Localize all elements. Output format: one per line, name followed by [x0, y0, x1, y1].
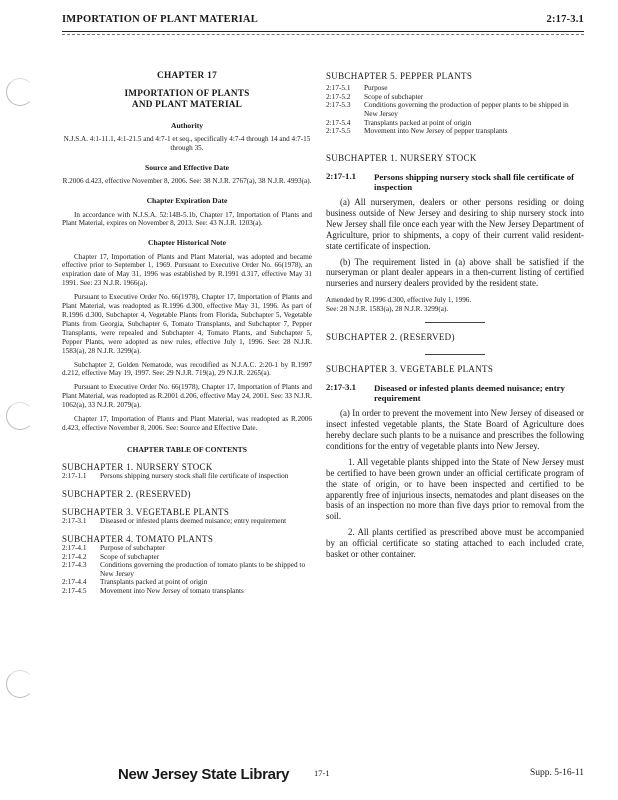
section-paragraph: (b) The requirement listed in (a) above shall be satisfied if the nurseryman or plant dealer appears in a then-current listing of certified nurseries and nursery dealers provided by the resident state. [326, 256, 584, 289]
toc-entry-number: 2:17-3.1 [62, 516, 87, 526]
toc-subchapter: SUBCHAPTER 2. (RESERVED) [62, 488, 191, 499]
authority-heading: Authority [170, 121, 204, 131]
toc-entry-number: 2:17-5.4 [326, 117, 351, 127]
section-divider [425, 322, 485, 323]
section-divider [425, 354, 485, 355]
section-title: Diseased or infested plants deemed nuisance; entry requirement [374, 383, 565, 404]
chapter-title-line: IMPORTATION OF PLANTS [124, 89, 250, 100]
toc-entry[interactable] [326, 101, 584, 118]
punch-hole-icon [6, 402, 34, 430]
amendment-line: See: 28 N.J.R. 1583(a), 28 N.J.R. 3299(a). [326, 305, 449, 314]
toc-entry-number: 2:17-5.5 [326, 126, 351, 136]
library-stamp: New Jersey State Library [118, 766, 290, 783]
header-title: IMPORTATION OF PLANT MATERIAL [62, 14, 258, 25]
toc-entry-title: Transplants packed at point of origin [364, 117, 472, 127]
toc-entry[interactable] [62, 472, 312, 481]
source-text: R.2006 d.423, effective November 8, 2006. See: 38 N.J.R. 2767(a), 38 N.J.R. 4993(a). [62, 177, 312, 186]
page-footer [0, 766, 618, 786]
section-paragraph: (a) All nurserymen, dealers or other persons residing or doing business outside of New Jersey and desiring to ship nursery stock into New Jersey shall file once each year with the New Jersey Department of Agriculture, prior to shipments, a copy of their current valid resident-state certificate of inspection. [326, 196, 584, 251]
chapter-number: CHAPTER 17 [156, 71, 218, 81]
amendment-note [326, 296, 584, 314]
historical-note-paragraph: Pursuant to Executive Order No. 66(1978), Chapter 17, Importation of Plants and Plant Material, was readopted as R.2001 d.206, effective May 24, 2001. See: 33 N.J.R. 1062(a), 33 N.J.R. 2079(a). [62, 383, 312, 410]
header-section: 2:17-3.1 [546, 14, 584, 25]
header-rule-secondary [62, 34, 584, 35]
section-heading [326, 172, 584, 192]
toc-entry-number: 2:17-5.2 [326, 91, 351, 101]
section-paragraph: 1. All vegetable plants shipped into the State of New Jersey must be certified to have been grown under an official certificate program of the state of origin, or to have been inspected and certified to be apparently free of injurious insects, nematodes and plant diseases on the basis of an inspection no more than five days prior to removal from the soil. [326, 456, 584, 522]
toc-entry-title: Diseased or infested plants deemed nuisance; entry requirement [100, 516, 287, 526]
supplement-date: Supp. 5-16-11 [529, 768, 584, 778]
toc-entry-number: 2:17-4.1 [62, 543, 87, 553]
toc-entry-title: Scope of subchapter [100, 551, 160, 561]
subchapter-heading: SUBCHAPTER 3. VEGETABLE PLANTS [326, 364, 494, 375]
toc-heading: CHAPTER TABLE OF CONTENTS [127, 444, 247, 454]
toc-entry-title: Scope of subchapter [364, 91, 424, 101]
toc-subchapter: SUBCHAPTER 4. TOMATO PLANTS [62, 533, 214, 544]
toc-entry-title: Conditions governing the production of tomato plants to be shipped to New Jersey [100, 560, 306, 578]
historical-note-paragraph: Pursuant to Executive Order No. 66(1978), Chapter 17, Importation of Plants and Plant Material, was readopted as R.1996 d.300, effective May 31, 1996. As part of R.1996 d.300, Subchapter 4, Vegetable Plants from Florida, Subchapter 5, Vegetable Plants from Georgia, Subchapter 6, Tomato Transplants, and Subchapter 7, Pepper Transplants, were repealed and Subchapter 4, Tomato Plants, and Subchapter 5, Pepper Plants, were adopted as new rules, effective July 1, 1996. See: 28 N.J.R. 1583(a), 28 N.J.R. 3299(a). [62, 293, 312, 355]
toc-entry-number: 2:17-4.5 [62, 586, 87, 596]
right-column [326, 72, 584, 560]
section-paragraph: (a) In order to prevent the movement into New Jersey of diseased or insect infested vegetable plants, the State Board of Agriculture does hereby declare such plants to be a nuisance and prescribes the following conditions for the entry of vegetable plants into New Jersey. [326, 408, 584, 451]
chapter-title-line: AND PLANT MATERIAL [131, 100, 243, 111]
toc-subchapter: SUBCHAPTER 1. NURSERY STOCK [62, 462, 213, 473]
toc-entry[interactable] [62, 517, 312, 526]
subchapter-heading: SUBCHAPTER 2. (RESERVED) [326, 331, 455, 342]
toc-entry-number: 2:17-1.1 [62, 471, 87, 481]
left-column [62, 72, 312, 596]
section-heading [326, 383, 584, 403]
toc-entry-title: Purpose [364, 83, 388, 93]
historical-note-heading: Chapter Historical Note [148, 238, 226, 248]
toc-entry-number: 2:17-4.2 [62, 551, 87, 561]
historical-note-paragraph: Chapter 17, Importation of Plants and Plant Material, was adopted and became effective prior to September 1, 1969. Pursuant to Executive Order No. 66(1978), an expiration date of May 31, 1996 was established by R.1991 d.317, effective May 31 1991. See: 23 N.J.R. 1966(a). [62, 252, 312, 288]
toc-subchapter: SUBCHAPTER 3. VEGETABLE PLANTS [62, 507, 230, 518]
source-heading: Source and Effective Date [144, 163, 229, 173]
toc-entry-title: Movement into New Jersey of pepper transplants [364, 126, 508, 136]
toc-entry[interactable] [326, 127, 584, 136]
section-number: 2:17-1.1 [326, 170, 357, 181]
toc-subchapter: SUBCHAPTER 5. PEPPER PLANTS [326, 71, 473, 81]
toc-entry-title: Movement into New Jersey of tomato transplants [100, 586, 244, 596]
historical-note-paragraph: Chapter 17, Importation of Plants and Plant Material, was readopted as R.2006 d.423, effective November 8, 2006. See: Source and Effective Date. [62, 415, 312, 432]
section-title: Persons shipping nursery stock shall file certificate of inspection [374, 171, 575, 192]
authority-text: N.J.S.A. 4:1-11.1, 4:1-21.5 and 4:7-1 et seq., specifically 4:7-4 through 14 and 4:7-15 through 35. [63, 135, 311, 153]
expiration-heading: Chapter Expiration Date [146, 196, 228, 206]
toc-entry[interactable] [62, 561, 312, 578]
toc-entry-title: Persons shipping nursery stock shall file certificate of inspection [100, 471, 289, 481]
punch-hole-icon [6, 670, 34, 698]
toc-entry-number: 2:17-4.3 [62, 560, 87, 570]
subchapter-heading: SUBCHAPTER 1. NURSERY STOCK [326, 152, 477, 163]
toc-entry[interactable] [62, 587, 312, 596]
punch-hole-icon [6, 78, 34, 106]
amendment-line: Amended by R.1996 d.300, effective July 1, 1996. [326, 296, 472, 305]
toc-entry-number: 2:17-5.1 [326, 83, 351, 93]
toc-entry-number: 2:17-4.4 [62, 577, 87, 587]
toc-entry-title: Conditions governing the production of pepper plants to be shipped in New Jersey [364, 100, 569, 118]
section-paragraph: 2. All plants certified as prescribed above must be accompanied by an official certificate so stating attached to each included crate, basket or other container. [326, 527, 584, 560]
page-number: 17-1 [314, 768, 330, 778]
historical-note-paragraph: Subchapter 2, Golden Nematode, was recodified as N.J.A.C. 2:20-1 by R.1997 d.212, effective May 19, 1997. See: 29 N.J.R. 719(a), 29 N.J.R. 2265(a). [62, 360, 312, 378]
chapter-title [62, 89, 312, 111]
section-number: 2:17-3.1 [326, 382, 357, 393]
toc-entry-title: Purpose of subchapter [100, 543, 165, 553]
toc-entry-title: Transplants packed at point of origin [100, 577, 208, 587]
running-header [62, 14, 584, 25]
expiration-text: In accordance with N.J.S.A. 52:14B-5.1b, Chapter 17, Importation of Plants and Plant Material, expires on November 8, 2013. See: 43 N.J.R. 1203(a). [62, 210, 312, 228]
header-rule [62, 31, 584, 32]
toc-entry-number: 2:17-5.3 [326, 100, 351, 110]
